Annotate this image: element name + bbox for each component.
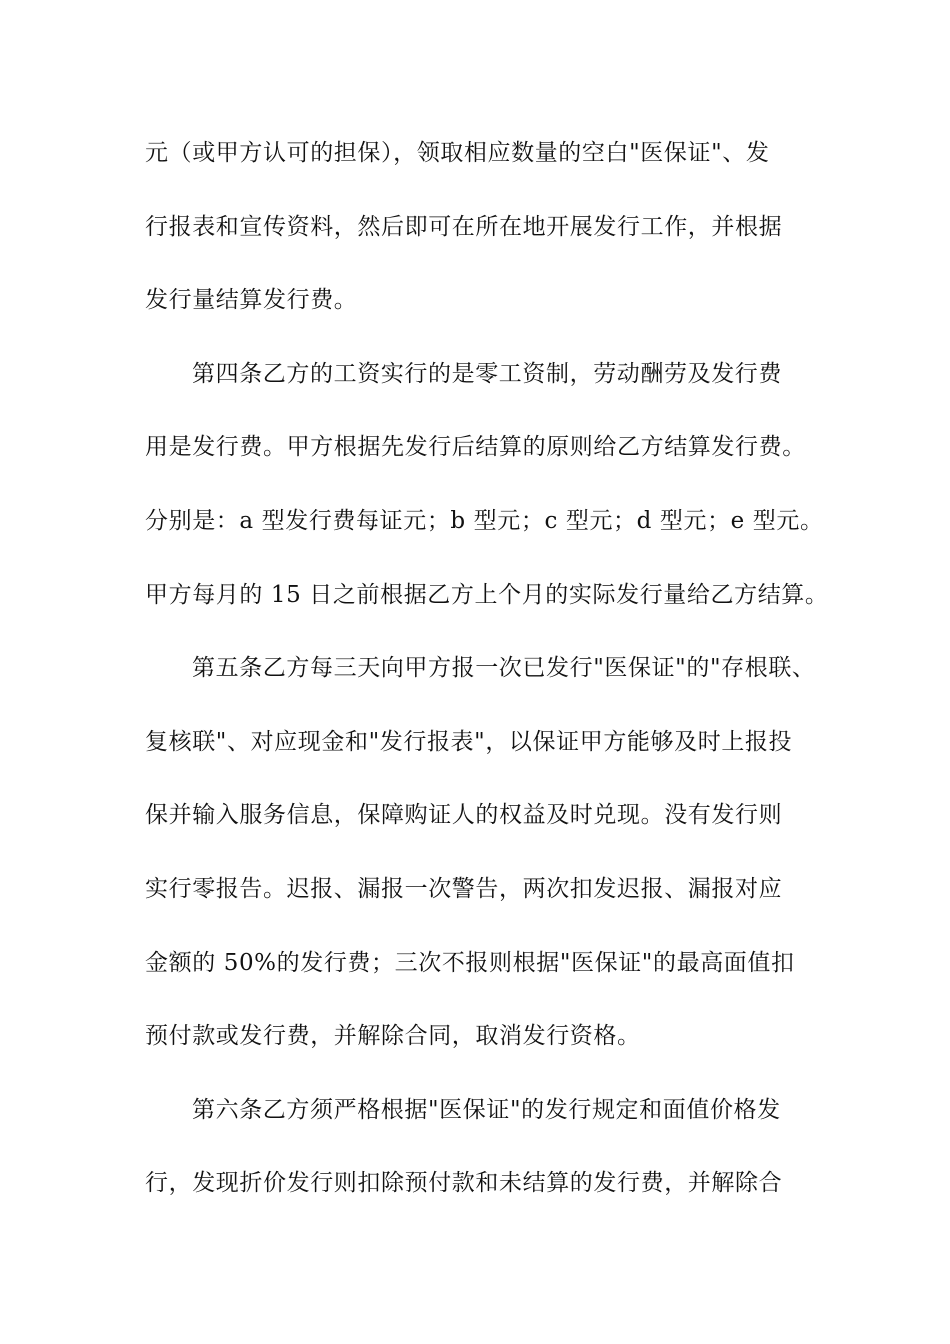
text-line-2: 行报表和宣传资料，然后即可在所在地开展发行工作，并根据 bbox=[145, 213, 783, 240]
article-6-first-line: 第六条乙方须严格根据"医保证"的发行规定和面值价格发 bbox=[192, 1096, 781, 1123]
text-line-6: 分别是：a 型发行费每证元；b 型元；c 型元；d 型元；e 型元。 bbox=[145, 507, 824, 534]
text-line-1: 元（或甲方认可的担保），领取相应数量的空白"医保证"、发 bbox=[145, 140, 770, 166]
text-line-11: 实行零报告。迟报、漏报一次警告，两次扣发迟报、漏报对应 bbox=[145, 875, 783, 902]
document-body bbox=[145, 128, 829, 1232]
text-line-5: 用是发行费。甲方根据先发行后结算的原则给乙方结算发行费。 bbox=[145, 434, 806, 461]
text-line-13: 预付款或发行费，并解除合同，取消发行资格。 bbox=[145, 1023, 641, 1050]
text-line-10: 保并输入服务信息，保障购证人的权益及时兑现。没有发行则 bbox=[145, 802, 783, 829]
article-4-first-line: 第四条乙方的工资实行的是零工资制，劳动酬劳及发行费 bbox=[192, 360, 782, 387]
text-line-9: 复核联"、对应现金和"发行报表"，以保证甲方能够及时上报投 bbox=[145, 728, 793, 755]
text-line-15: 行，发现折价发行则扣除预付款和未结算的发行费，并解除合 bbox=[145, 1170, 783, 1197]
text-line-7: 甲方每月的 15 日之前根据乙方上个月的实际发行量给乙方结算。 bbox=[145, 581, 829, 608]
article-5-first-line: 第五条乙方每三天向甲方报一次已发行"医保证"的"存根联、 bbox=[192, 655, 816, 682]
text-line-3: 发行量结算发行费。 bbox=[145, 287, 358, 314]
text-line-12: 金额的 50%的发行费；三次不报则根据"医保证"的最高面值扣 bbox=[145, 949, 795, 976]
